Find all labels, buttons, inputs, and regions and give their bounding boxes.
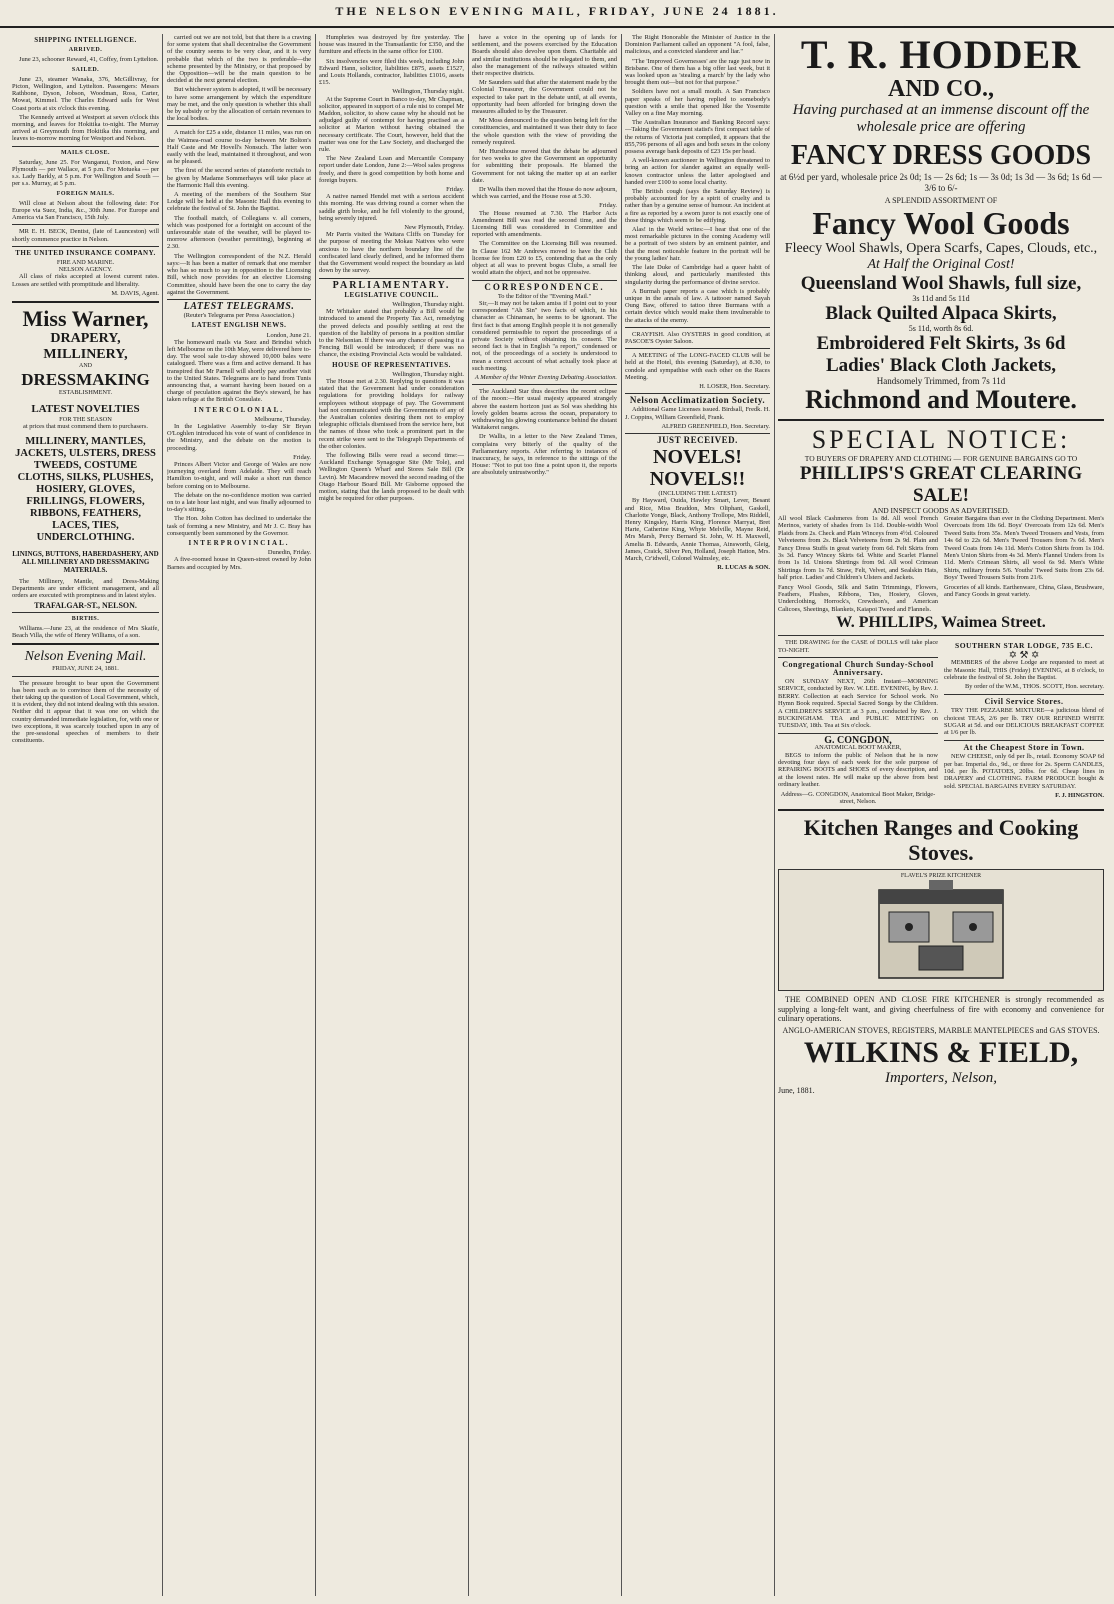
congdon-address: Address—G. CONGDON, Anatomical Boot Maker, Bridge-street, Nelson.: [780, 790, 936, 805]
acclimatization-heading: Nelson Acclimatization Society.: [629, 395, 766, 406]
article-paragraph: The football match, of Collegians v. all comers, which was postponed for a fortnight on account of the unfavourable state of the weather, will be played to-morrow afternoon (weather permitting), beginning at 2.30.: [167, 214, 311, 251]
telegrams-heading: LATEST TELEGRAMS.: [183, 300, 295, 312]
acclimatization-signed: ALFRED GREENFIELD, Hon. Secretary.: [661, 422, 770, 430]
intercolonial-day: Friday.: [293, 453, 311, 461]
richmond-heading: Richmond and Moutere.: [805, 385, 1077, 414]
lodge-heading: SOUTHERN STAR LODGE, 735 E.C.: [955, 641, 1093, 651]
special-notice-heading: SPECIAL NOTICE:: [811, 425, 1071, 454]
article-paragraph: The late Duke of Cambridge had a queer habit of thinking aloud, and particularly manifested this singularity during the performance of divine service.: [625, 264, 770, 286]
paper-date: FRIDAY, JUNE 24, 1881.: [52, 665, 119, 673]
church-text: ON SUNDAY NEXT, 26th Instant—MORNING SERVICE, conducted by Rev. W. LEE. EVENING, by Rev. J. BERRY. Collection at each Service for School work. No Hymn Book required. Special Sacred Songs by the Children. A CHILDREN'S SERVICE at 3 p.m., conducted by Rev. J. BUCKINGHAM. TEA and PUBLIC MEETING on TUESDAY, 18th. Tea at Six o'clock.: [778, 677, 938, 730]
intercolonial-heading: INTERCOLONIAL.: [193, 405, 285, 414]
article-paragraph: Soldiers have not a small mouth. A San Francisco paper speaks of her having replied to somebody's question with a smile that opened like the Yosemite Valley on a fine May morning.: [625, 88, 770, 118]
house-heading: HOUSE OF REPRESENTATIVES.: [332, 360, 451, 369]
shipping-text: The Kennedy arrived at Westport at seven o'clock this morning, and leaves for Hokitika to-night. The Murray arrived at Greymouth from Hokitika this morning, and leaves to-morrow morning for Westport and Nelson.: [12, 113, 159, 143]
oysters-ad: CRAYFISH. Also OYSTERS in good condition, at PASCOE'S Oyster Saloon.: [625, 330, 770, 345]
article-paragraph: Dr Wallis then moved that the House do now adjourn, which was carried, and the House rose at 5.30.: [472, 186, 617, 201]
intercolonial-text: Princes Albert Victor and George of Wales are now journeying overland from Adelaide. They will reach Hamilton to-night, and will make a short run thence before coming on to Melbourne.: [167, 460, 311, 490]
cloth-jackets-heading: Ladies' Black Cloth Jackets,: [825, 355, 1057, 376]
leader-text: The pressure brought to bear upon the Government has been such as to convince them of the necessity of their taking up the question of Local Government, which, it is evident, they did not intend dealing with this session. Neither did it appear that it was one on which the country demanded immediate legislation, for, with one or two exceptions, it was scarcely touched upon in any of the pre-sessional speeches of members to their constituents.: [12, 679, 159, 745]
intercolonial-text: In the Legislative Assembly to-day Sir Bryan O'Loghlen introduced his vote of want of confidence in the Ministry, and the debate on the motion is proceeding.: [167, 422, 311, 452]
parliamentary-heading: PARLIAMENTARY.: [332, 279, 451, 291]
half-price-text: At Half the Original Cost!: [867, 257, 1015, 272]
hodder-tagline: Having purchased at an immense discount off the wholesale price are offering: [792, 102, 1090, 135]
column-divider: [774, 34, 775, 1596]
dateline: Wellington, Thursday night.: [392, 370, 464, 378]
novelties-text: at prices that must commend them to purchasers.: [23, 422, 148, 430]
intercolonial-text: The debate on the no-confidence motion was carried on to a late hour last night, and was finally adjourned to to-day's sitting.: [167, 491, 311, 514]
column-divider: [162, 34, 163, 1596]
clearing-sale-heading: PHILLIPS'S GREAT CLEARING SALE!: [799, 463, 1083, 506]
acclimatization-text: Additional Game Licenses issued. Birdsall, Fredk. H. J. Coppins, William Greenfield, Frank.: [625, 406, 770, 421]
drawing-notice: THE DRAWING for the CASE of DOLLS will take place TO-NIGHT.: [778, 639, 938, 654]
article-paragraph: have a voice in the opening up of lands for settlement, and the powers exercised by the Education Boards should also devolve upon them. Charitable aid and similar institutions should be relegated to them, and also the management of the railways situated within their respective districts.: [472, 34, 617, 78]
article-paragraph: A match for £25 a side, distance 11 miles, was run on the Waimea-road course to-day between Mr Bolton's Half Caste and Mr Hovell's Nonsuch. The latter won easily with the lead, maintained it throughout, and won as he pleased.: [167, 129, 311, 166]
article-paragraph: Mr Hursthouse moved that the debate be adjourned for two weeks to give the Government an opportunity for submitting their proposals. He blamed the Government for not taking the matter up at an earlier date.: [472, 148, 617, 184]
correspondence-heading: CORRESPONDENCE.: [484, 281, 605, 292]
phillips-address: W. PHILLIPS, Waimea Street.: [836, 614, 1046, 632]
stoves-text: ANGLO-AMERICAN STOVES, REGISTERS, MARBLE MANTELPIECES and GAS STOVES.: [782, 1025, 1100, 1035]
warner-address: TRAFALGAR-ST., NELSON.: [34, 600, 137, 610]
article-paragraph: The Right Honorable the Minister of Justice in the Dominion Parliament called an opponent "A fool, false, malicious, and a convicted slanderer and liar.": [625, 34, 770, 56]
column-2: [167, 34, 311, 1596]
queensland-heading: Queensland Wool Shawls, full size,: [800, 273, 1082, 294]
article-paragraph: The Australian Insurance and Banking Record says:—Taking the Government statist's first compact table of the returns of Victoria just compiled, it appears that the 855,796 persons of all ages and both sexes in the colony possess average bank deposits of £23 15s per head.: [625, 119, 770, 156]
intercolonial-place: Melbourne, Thursday.: [254, 415, 311, 423]
meeting-notice: A MEETING of The LONG-FACED CLUB will be held at the Hotel, this evening (Saturday), at 8.30, to condole and sympathise with each other on the Races Meeting.: [625, 352, 770, 381]
wool-sub: Fleecy Wool Shawls, Opera Scarfs, Capes, Clouds, etc.,: [784, 241, 1098, 256]
article-paragraph: carried out we are not told, but that there is a craving for some system that shall decentralise the Government of the country seems to be very clear, and it is very probable that which of the two is preferable—the scheme presented by the Ministry, or that proposed by the Opposition—will be the main question to be decided at the next general election.: [167, 34, 311, 85]
fancy-wool-heading: Fancy Wool Goods: [812, 205, 1070, 241]
article-paragraph: A Burmah paper reports a case which is probably unique in the annals of law. A tattooer named Sayah Oung Baw, offered to tattoo three Burmans with a certain device which would make them invulnerable to the attacks of the enemy.: [625, 287, 770, 324]
stove-icon: [779, 880, 1103, 988]
shipping-heading: SHIPPING INTELLIGENCE.: [34, 36, 137, 44]
sailed-heading: SAILED.: [71, 66, 100, 73]
assortment-text: A SPLENDID ASSORTMENT OF: [884, 196, 998, 205]
interprovincial-place: Dunedin, Friday.: [267, 549, 311, 557]
column-divider: [468, 34, 469, 1596]
alpaca-price: 5s 11d, worth 8s 6d.: [908, 324, 974, 333]
novelties-sub: FOR THE SEASON: [59, 415, 112, 423]
fancy-dress-heading: FANCY DRESS GOODS: [790, 140, 1092, 171]
novels-text: By Hayward, Ouida, Hawley Smart, Lever, Besant and Rice, Miss Braddon, Mrs Oliphant, Gaskell, Charlotte Yonge, Black, Anthony Trollope, Mrs Riddell, Henry Kingsley, Harris King, Florence Marryat, Bret Harte, Catherine King, Whyte Melville, Mayne Reid, Mrs Marsh, Percy Bernard St. John, W. H. Maxwell, Amelia B. Edwards, Annie Thomas, Ainsworth, Gleig, James, Craick, Silver Pen, Holland, Joseph Hatton, Mrs. March, Cr'idwell, Colonel Walmsley, etc.: [625, 497, 770, 562]
article-paragraph: Mr Parris visited the Waitara Cliffs on Tuesday for the purpose of meeting the Mokau Natives who were anxious to have the northern boundary line of the confiscated land clearly defined, and he informed them that the Government would respect the boundary as laid down by the survey.: [319, 231, 464, 275]
novels-signed: R. LUCAS & SON.: [717, 564, 770, 572]
warner-line: DRAPERY,: [50, 331, 121, 347]
cheapest-store-signed: F. J. HINGSTON.: [1055, 792, 1104, 800]
mails-heading: MAILS CLOSE.: [60, 149, 110, 156]
insurance-signed: M. DAVIS, Agent.: [111, 289, 159, 297]
telegrams-sub: (Reuter's Telegrams per Press Association.): [183, 312, 295, 320]
column-4: [472, 34, 617, 1596]
hodder-co: AND CO.,: [888, 76, 994, 102]
correspondence-text: Sir,—It may not be taken amiss if I point out to your correspondent "Ah Sin" two facts of which, in his character as Chinaman, he seems to be ignorant. The first fact is that among English people it is not generally considered permissible to report the proceedings of a private Society without obtaining its consent. The second fact is that in English "a report," condensed or not, of the proceedings of a society is understood to mean a correct account of what actually took place at such meeting.: [472, 299, 617, 372]
church-heading: Congregational Church Sunday-School Anniversary.: [782, 660, 934, 677]
arrived-heading: ARRIVED.: [68, 47, 103, 54]
congdon-trade: ANATOMICAL BOOT MAKER,: [814, 744, 902, 752]
civil-service-heading: Civil Service Stores.: [984, 696, 1064, 706]
sale-list-left: All wool Black Cashmeres from 1s 8d. All wool French Merinos, variety of shades from 1s 11d. Double-width Wool Plaids from 2s. Check and Plain Winceys from 4½d. Coloured Velveteens from 2s. Black Velveteens from 2s 9d. Plain and Fancy Dress Stuffs in great variety from 6d. Felt Skirts from 3s 3d. Fancy Wincey Skirts 6d. White and Scarlet Flannel from 1s 1d. Unions Shirtings from 9d. All wool Crimean Shirtings from 1s 7d. Straw, Felt, Velvet, and Sealskin Hats, half price. Ladies' and Children's Ulsters and Jackets.: [778, 515, 938, 582]
article-paragraph: At the Supreme Court in Banco to-day, Mr Chapman, solicitor, appeared in support of a rule nisi to compel Mr Maddon, solicitor, to show cause why he should not be adjudged guilty of contempt for having practised as a solicitor at Marton without having obtained the necessary certificate. The Court, however, held that the matter was one for the Law Society, and discharged the rule.: [319, 95, 464, 154]
warner-name: Miss Warner,: [22, 306, 149, 332]
novelties-heading: LATEST NOVELTIES: [31, 402, 140, 415]
column-divider: [621, 34, 622, 1596]
interprovincial-heading: INTERPROVINCIAL.: [188, 539, 290, 547]
special-to: TO BUYERS OF DRAPERY AND CLOTHING — FOR GENUINE BARGAINS GO TO: [804, 454, 1078, 463]
article-paragraph: The New Zealand Loan and Mercantile Company report under date London, June 2:—Wool sales progress freely, and there is good competition by both home and foreign buyers.: [319, 155, 464, 184]
sailed-text: June 23, steamer Wanaka, 376, McGillivray, for Picton, Wellington, and Lyttelton. Passengers: Messrs Rathbone, Dyson, Jobson, Woodman, Ross, Carter, Mowat, Kimmel. The Charles Edward sails for West Coast ports at six o'clock this evening.: [12, 75, 159, 112]
article-paragraph: Mr Saunders said that after the statement made by the Colonial Treasurer, the Government could not be expected to take part in the debate until, at all events, opportunity had been afforded for bringing down the measures alluded to by the Treasurer.: [472, 79, 617, 116]
lodge-text: MEMBERS of the above Lodge are requested to meet at the Masonic Hall, THIS (Friday) EVENING, at 8 o'clock, to celebrate the festival of St. John the Baptist.: [944, 659, 1104, 681]
felt-skirts-heading: Embroidered Felt Skirts, 3s 6d: [816, 333, 1066, 354]
received-heading: JUST RECEIVED.: [657, 434, 738, 445]
article-paragraph: Six insolvencies were filed this week, including John Edward Hann, solicitor, liabilities £875, assets £1527, and Louis Hollands, contractor, liabilities £1016, assets £15.: [319, 57, 464, 87]
kitchener-caption: FLAVEL'S PRIZE KITCHENER: [900, 873, 982, 880]
article-paragraph: The Auckland Star thus describes the recent eclipse of the moon:—Her usual majesty appeared strangely above the eastern horizon just as Sol was shedding his lovely golden beams across the ocean, preparatory to withdrawing his glowing countenance behind the distant Waitakerei ranges.: [472, 388, 617, 432]
article-paragraph: The first of the second series of pianoforte recitals to be given by Madame Sommerhayes will take place at the Harmonic Hall this evening.: [167, 167, 311, 189]
wilkins-date: June, 1881.: [778, 1085, 815, 1095]
article-paragraph: "The 'Improved Governesses' are the rage just now in Brisbane. One of them has a big offer last week, but it was looked upon as 'stealing a march' by the lady who brought them out—but not for that purpose.": [625, 57, 770, 87]
warner-line: AND: [79, 363, 92, 370]
foreign-mails-text: Will close at Nelson about the following date: For Europe via Suez, India, &c., 30th June. For Europe and America via San Francisco, 15th July.: [12, 199, 159, 222]
house-text: The following Bills were read a second time:—Auckland Exchange Synagogue Site (Mr Tole), and Wellington Queen's Wharf and Stores Sale Bill (Dr Levin). Mr Macandrew moved the second reading of the Otago Harbour Board Bill. Mr Gisborne opposed the motion, stating that the lands proposed to be dealt with might be required for other purposes.: [319, 451, 464, 503]
insurance-text: All class of risks accepted at lowest current rates. Losses are settled with promptitude and liberality.: [12, 273, 159, 288]
column-5: [625, 34, 770, 1596]
masonic-emblem-icon: ✡ ⚒ ✡: [1008, 649, 1040, 661]
wilkins-name: WILKINS & FIELD,: [803, 1035, 1079, 1069]
insurance-heading: THE UNITED INSURANCE COMPANY.: [15, 248, 156, 257]
telegrams-news: LATEST ENGLISH NEWS.: [191, 321, 287, 330]
dateline: Friday.: [599, 202, 617, 210]
arrived-text: June 23, schooner Reward, 41, Coffey, from Lyttelton.: [19, 56, 159, 64]
paper-title: Nelson Evening Mail.: [24, 649, 147, 665]
dentist-notice: MR E. H. BECK, Dentist, (late of Launceston) will shortly commence practice in Nelson.: [12, 228, 159, 243]
article-paragraph: Dr Wallis, in a letter to the New Zealand Times, complains very bitterly of the quality of the Parliamentary reports. After referring to instances of inaccuracy, he says, in reference to the sittings of the House: "Not to put too fine a point upon it, the reports are absolutely untrustworthy.": [472, 433, 617, 477]
article-paragraph: The British cough (says the Saturday Review) is probably accounted for by a spirit of cruelty and is rather than by a genuine sense of humour. An incident at a fire as reported by a sworn juror is not exactly one of those things which seem to be edifying.: [625, 188, 770, 224]
lodge-signed: By order of the W.M., THOS. SCOTT, Hon. secretary.: [964, 683, 1104, 691]
article-paragraph: Alas! in the World writes:—I hear that one of the most remarkable pictures in the coming Academy will be a portrait of two sisters by an eminent painter, and that the most noticeable feature in the portrait will be the young ladies' hair.: [625, 226, 770, 262]
legislative-council-heading: LEGISLATIVE COUNCIL.: [344, 290, 439, 299]
kitchener-text: THE COMBINED OPEN AND CLOSE FIRE KITCHENER is strongly recommended as supplying a long-felt want, and giving cheerfulness of fire with economy and convenience for culinary operations.: [778, 995, 1104, 1024]
warner-line: DRESSMAKING: [21, 370, 150, 390]
dateline: Wellington, Thursday night.: [392, 300, 464, 308]
inspect-text: AND INSPECT GOODS AS ADVERTISED.: [872, 506, 1010, 515]
dateline: Friday.: [446, 186, 464, 194]
article-paragraph: Mr Moss denounced to the question being left for the constituencies, and maintained it was their duty to face the whole question with the view of providing the remedy required.: [472, 117, 617, 146]
queensland-price: 3s 11d and 5s 11d: [912, 294, 970, 303]
jackets-sub: Handsomely Trimmed, from 7s 11d: [876, 376, 1006, 386]
column-1: [12, 34, 159, 1596]
article-paragraph: The Committee on the Licensing Bill was resumed. In Clause 162 Mr Andrews moved to have the Club license fee from £20 to £5, contending that as the only object at all was to prevent bogus Clubs, a small fee would attain the object, and not be oppressive.: [472, 240, 617, 277]
article-paragraph: The House resumed at 7.30. The Harbor Acts Amendment Bill was read the second time, and the Licensing Bill was considered in Committee and reported with amendments.: [472, 209, 617, 239]
masthead: THE NELSON EVENING MAIL, FRIDAY, JUNE 24 1881.: [0, 4, 1114, 28]
intercolonial-text: The Hon. John Cotton has declined to undertake the task of forming a new Ministry, and Mr J. C. Bray has consequently been summoned by the Governor.: [167, 515, 311, 537]
kitchen-heading: Kitchen Ranges and Cooking Stoves.: [803, 815, 1079, 866]
births-text: Williams.—June 23, at the residence of Mrs Skaife, Beach Villa, the wife of Henry Williams, of a son.: [12, 624, 159, 640]
novels-sub: (INCLUDING THE LATEST): [658, 490, 737, 498]
foreign-mails-heading: FOREIGN MAILS.: [56, 190, 115, 197]
article-paragraph: A native named Hendel met with a serious accident this morning. He was driving round a corner when the saddle girth broke, and he fell violently to the ground, being severely injured.: [319, 193, 464, 222]
sale-list-right: Greater Bargains than ever in the Clothing Department. Men's Overcoats from 18s 6d. Boys' Overcoats from 12s 6d. Men's Tweed Suits from 35s. Men's Tweed Trousers and Vests, from 14s 6d to 22s 6d. Men's Tweed Trousers from 7s 6d. Men's Tweed Coats from 14s 11d. Men's Cotton Shirts from 1s 10d. Men's Union Shirts from 4s 3d. Men's Flannel Unders from 1s 11d. Men's Crimean Shirts, all wool 6s 9d. Men's White Shirts, military fronts 5/6. Youths' Tweed Suits from 23s 6d. Boys' Tweed Trousers Suits from 21/6.: [944, 515, 1104, 582]
correspondence-signed: A Member of the Winter Evening Debating Association.: [474, 373, 617, 381]
article-paragraph: A meeting of the members of the Southern Star Lodge will be held at the Masonic Hall this evening to celebrate the festival of St. John the Baptist.: [167, 191, 311, 213]
dateline: Wellington, Thursday night.: [392, 88, 464, 96]
goods-list: MILLINERY, MANTLES, JACKETS, ULSTERS, DRESS TWEEDS, COSTUME CLOTHS, SILKS, PLUSHES, HOSIERY, GLOVES, FRILLINGS, FLOWERS, RIBBONS, FEATHERS, LACES, TIES, UNDERCLOTHING.: [15, 435, 156, 543]
meeting-signed: H. LOSER, Hon. Secretary.: [699, 382, 770, 390]
fancy-prices: at 6½d per yard, wholesale price 2s 0d; 1s — 2s 6d; 1s — 3s 0d; 1s 3d — 3s 6d; 1s 6d — 3/6 to 6/-: [780, 172, 1102, 193]
column-divider: [315, 34, 316, 1596]
dateline: New Plymouth, Friday.: [404, 224, 464, 232]
article-paragraph: Humphries was destroyed by fire yesterday. The house was insured in the Transatlantic for £350, and the furniture and effects in the same office for £100.: [319, 34, 464, 56]
millinery-note: The Millinery, Mantle, and Dress-Making Departments are under efficient management, and all orders are executed with promptness and in latest styles.: [12, 577, 159, 600]
linings-text: LININGS, BUTTONS, HABERDASHERY, AND ALL MILLINERY AND DRESSMAKING MATERIALS.: [12, 549, 159, 574]
interprovincial-text: A five-roomed house in Queen-street owned by John Barnes and occupied by Mrs.: [167, 556, 311, 571]
house-text: The House met at 2.30. Replying to questions it was stated that the Government had under consideration regulations for providing holidays for railway employees without stoppage of pay. The Government had not communicated with the Governments of any of the Australian colonies desiring them not to employ telegraphic officials dismissed from the service here, but the names of those who took a prominent part in the recent strike were sent to the Telegraph Departments of the other colonies.: [319, 377, 464, 450]
warner-line: ESTABLISHMENT.: [58, 389, 113, 397]
advertisements: [778, 34, 1104, 1596]
column-3: [319, 34, 464, 1596]
wilkins-sub: Importers, Nelson,: [884, 1069, 998, 1086]
correspondence-to: To the Editor of the "Evening Mail.": [497, 292, 592, 300]
telegrams-text: The homeward mails via Suez and Brindisi which left Melbourne on the 10th May, were delivered here to-day. The wool sale to-day showed 10,000 bales were catalogued. There was a firm and active demand. It has transpired that Mr Parnell will shortly pay another visit to the United States. Telegrams are to hand from Tunis announcing that, a warrant having been issued on a charge of peculation against the Bey's steward, he has taken refuge at the British Consulate.: [167, 338, 311, 404]
hodder-name: T. R. HODDER: [800, 34, 1082, 77]
warner-line: MILLINERY,: [43, 347, 128, 363]
novels-heading: NOVELS! NOVELS!!: [649, 446, 746, 491]
births-heading: BIRTHS.: [71, 615, 100, 622]
telegrams-place: London, June 21.: [266, 331, 311, 339]
article-paragraph: But whichever system is adopted, it will be necessary to have some arrangement by which the expenditure may be met, and the only question is whether this shall be by subsidy or by the allocation of certain revenues to the local bodies.: [167, 86, 311, 123]
congdon-name: G. CONGDON,: [824, 734, 892, 746]
cheapest-store-heading: At the Cheapest Store in Town.: [963, 742, 1085, 752]
article-paragraph: The Wellington correspondent of the N.Z. Herald says:—It has been a matter of remark that one member who has so much to say in opposition to the Licensing Bill, which now provides for an elective Licensing Committee, should have been the one to carry the day against the Government.: [167, 252, 311, 296]
council-text: Mr Whitaker stated that probably a Bill would be introduced to amend the Property Tax Act, remedying the proved defects and possibly settling at rest the question of the liability of persons in a position similar to the Nelsonian. If there was any chance of passing it a Fencing Bill would be introduced; if there was no chance, the existing Provincial Acts would be validated.: [319, 308, 464, 359]
sale-list-more: Fancy Wool Goods, Silk and Satin Trimmings, Flowers, Feathers, Plushes, Ribbons, Ties, Hosiery, Gloves, Underclothing, Horrock's, Crewdson's, and American Calicoes, Sheetings, Blankets, Kaiapoi Tweed and Flannels.: [778, 583, 938, 613]
cheapest-store-text: NEW CHEESE, only 6d per lb., retail. Economy SOAP 6d per bar. Imperial do., 9d., or three for 2s. Sperm CANDLES, 10d. per lb. POTATOES, 20lbs. for 6d. Cheap lines in DRAPERY and CLOTHING. FARM PRODUCE bought & sold. SPECIAL BARGAINS EVERY SATURDAY.: [944, 753, 1104, 790]
congdon-text: BEGS to inform the public of Nelson that he is now devoting four days of each week for the sole purpose of REPAIRING BOOTS and SHOES of every description, and at the lowest rates. He will make up the above from best ordinary leather.: [778, 751, 938, 789]
insurance-agency: NELSON AGENCY.: [58, 266, 113, 274]
civil-service-text: TRY THE PEZZARBE MIXTURE—a judicious blend of choicest TEAS, 2/6 per lb. TRY OUR REFINED WHITE SUGAR at 5d. and our DELICIOUS BREAKFAST COFFEE at 1/6 per lb.: [944, 707, 1104, 737]
kitchener-illustration: [778, 869, 1104, 991]
insurance-sub: FIRE AND MARINE.: [56, 259, 115, 267]
mails-text: Saturday, June 25. For Wanganui, Foxton, and New Plymouth — per Wallace, at 5 p.m. For Motueka — per s.s. Lady Barkly, at 5 p.m. For Wellington and South — per s.s. Murray, at 5 p.m.: [12, 158, 159, 188]
alpaca-heading: Black Quilted Alpaca Skirts,: [825, 303, 1057, 324]
article-paragraph: A well-known auctioneer in Wellington threatened to bring an action for slander against an equally well-known contractor unless the latter apologised and handed over £100 to some local charity.: [625, 157, 770, 186]
groceries-text: Groceries of all kinds. Earthenware, China, Glass, Brushware, and Fancy Goods in great variety.: [944, 583, 1104, 599]
